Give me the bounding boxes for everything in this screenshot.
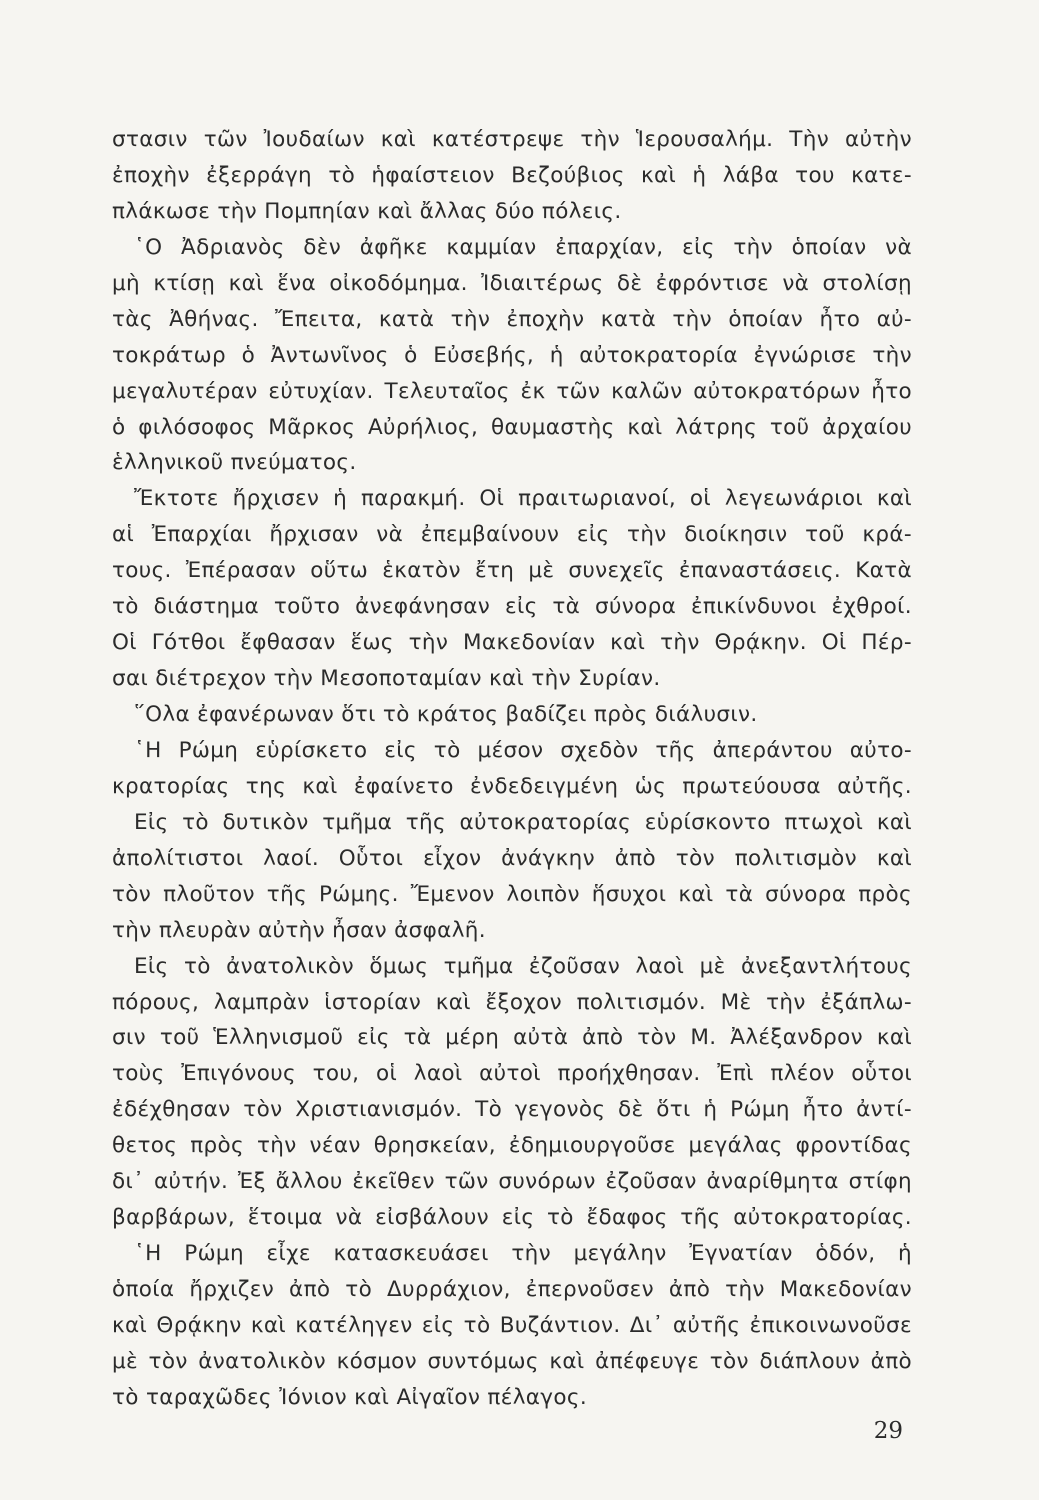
text-line: ῾Η Ρώμη εἶχε κατασκευάσει τὴν μεγάλην Ἐγνατίαν ὁδόν, ἡ xyxy=(134,1241,912,1267)
text-line: ἐποχὴν ἐξερράγη τὸ ἡφαίστειον Βεζούβιος καὶ ἡ λάβα του κατε- xyxy=(112,162,912,188)
text-line: μὲ τὸν ἀνατολικὸν κόσμον συντόμως καὶ ἀπέφευγε τὸν διάπλουν ἀπὸ xyxy=(112,1348,912,1374)
text-line: δι᾽ αὐτήν. Ἐξ ἄλλου ἐκεῖθεν τῶν συνόρων ἐζοῦσαν ἀναρίθμητα στίφη xyxy=(112,1169,912,1195)
text-line: τὸν πλοῦτον τῆς Ρώμης. Ἔμενον λοιπὸν ἥσυχοι καὶ τὰ σύνορα πρὸς xyxy=(112,881,912,907)
text-line: τὸ ταραχῶδες Ἰόνιον καὶ Αἰγαῖον πέλαγος. xyxy=(112,1384,588,1410)
text-line: σιν τοῦ Ἑλληνισμοῦ εἰς τὰ μέρη αὐτὰ ἀπὸ τὸν Μ. Ἀλέξανδρον καὶ xyxy=(112,1025,912,1051)
text-line: ῞Ολα ἐφανέρωναν ὅτι τὸ κράτος βαδίζει πρὸς διάλυσιν. xyxy=(134,702,758,727)
text-line: ἐδέχθησαν τὸν Χριστιανισμόν. Τὸ γεγονὸς δὲ ὅτι ἡ Ρώμη ἦτο ἀντί- xyxy=(112,1097,912,1123)
text-line: ἀπολίτιστοι λαοί. Οὗτοι εἶχον ἀνάγκην ἀπὸ τὸν πολιτισμὸν καὶ xyxy=(112,845,912,871)
text-line: ῾Ο Ἀδριανὸς δὲν ἀφῆκε καμμίαν ἐπαρχίαν, εἰς τὴν ὁποίαν νὰ xyxy=(134,234,912,260)
text-line: ἑλληνικοῦ πνεύματος. xyxy=(112,450,357,476)
text-line: κρατορίας της καὶ ἐφαίνετο ἐνδεδειγμένη ὡς πρωτεύουσα αὐτῆς. xyxy=(112,773,912,799)
text-line: στασιν τῶν Ἰουδαίων καὶ κατέστρεψε τὴν Ἱερουσαλήμ. Τὴν αὐτὴν xyxy=(112,127,912,152)
text-line: σαι διέτρεχον τὴν Μεσοποταμίαν καὶ τὴν Συρίαν. xyxy=(112,666,661,692)
text-line: Οἱ Γότθοι ἔφθασαν ἕως τὴν Μακεδονίαν καὶ τὴν Θρᾴκην. Οἱ Πέρ- xyxy=(112,630,912,656)
text-line: καὶ Θρᾴκην καὶ κατέληγεν εἰς τὸ Βυζάντιον. Δι᾽ αὐτῆς ἐπικοινωνοῦσε xyxy=(112,1312,912,1338)
text-line: μὴ κτίσῃ καὶ ἕνα οἰκοδόμημα. Ἰδιαιτέρως δὲ ἐφρόντισε νὰ στολίσῃ xyxy=(112,270,912,296)
text-line: πόρους, λαμπρὰν ἱστορίαν καὶ ἔξοχον πολιτισμόν. Μὲ τὴν ἐξάπλω- xyxy=(112,989,912,1015)
text-line: αἱ Ἐπαρχίαι ἤρχισαν νὰ ἐπεμβαίνουν εἰς τὴν διοίκησιν τοῦ κρά- xyxy=(112,522,912,548)
text-line: τοκράτωρ ὁ Ἀντωνῖνος ὁ Εὐσεβής, ἡ αὐτοκρατορία ἐγνώρισε τὴν xyxy=(112,342,912,368)
text-line: Ἔκτοτε ἤρχισεν ἡ παρακμή. Οἱ πραιτωριανοί, οἱ λεγεωνάριοι καὶ xyxy=(134,486,912,512)
text-line: βαρβάρων, ἕτοιμα νὰ εἰσβάλουν εἰς τὸ ἔδαφος τῆς αὐτοκρατορίας. xyxy=(112,1205,912,1231)
text-line: τὸ διάστημα τοῦτο ἀνεφάνησαν εἰς τὰ σύνορα ἐπικίνδυνοι ἐχθροί. xyxy=(112,594,912,620)
text-line: τὰς Ἀθήνας. Ἔπειτα, κατὰ τὴν ἐποχὴν κατὰ τὴν ὁποίαν ἦτο αὐ- xyxy=(112,306,912,332)
text-line: ὁποία ἤρχιζεν ἀπὸ τὸ Δυρράχιον, ἐπερνοῦσεν ἀπὸ τὴν Μακεδονίαν xyxy=(112,1277,912,1302)
text-line: τοὺς Ἐπιγόνους του, οἱ λαοὶ αὐτοὶ προήχθησαν. Ἐπὶ πλέον οὗτοι xyxy=(112,1061,912,1087)
text-line: θετος πρὸς τὴν νέαν θρησκείαν, ἐδημιουργοῦσε μεγάλας φροντίδας xyxy=(112,1133,912,1159)
text-line: Εἰς τὸ ἀνατολικὸν ὅμως τμῆμα ἐζοῦσαν λαοὶ μὲ ἀνεξαντλήτους xyxy=(134,953,912,979)
text-line: πλάκωσε τὴν Πομπηίαν καὶ ἄλλας δύο πόλεις. xyxy=(112,198,622,224)
body-text xyxy=(112,122,912,1416)
text-line: ῾Η Ρώμη εὑρίσκετο εἰς τὸ μέσον σχεδὸν τῆς ἀπεράντου αὐτο- xyxy=(134,737,912,763)
text-line: τὴν πλευρὰν αὐτὴν ἦσαν ἀσφαλῆ. xyxy=(112,917,486,943)
text-line: ὁ φιλόσοφος Μᾶρκος Αὐρήλιος, θαυμαστὴς καὶ λάτρης τοῦ ἀρχαίου xyxy=(112,414,912,440)
text-line: τους. Ἐπέρασαν οὕτω ἑκατὸν ἔτη μὲ συνεχεῖς ἐπαναστάσεις. Κατὰ xyxy=(112,558,912,584)
page-number: 29 xyxy=(873,1418,903,1444)
text-line: μεγαλυτέραν εὐτυχίαν. Τελευταῖος ἐκ τῶν καλῶν αὐτοκρατόρων ἦτο xyxy=(112,378,912,404)
text-line: Εἰς τὸ δυτικὸν τμῆμα τῆς αὐτοκρατορίας εὑρίσκοντο πτωχοὶ καὶ xyxy=(134,809,912,835)
